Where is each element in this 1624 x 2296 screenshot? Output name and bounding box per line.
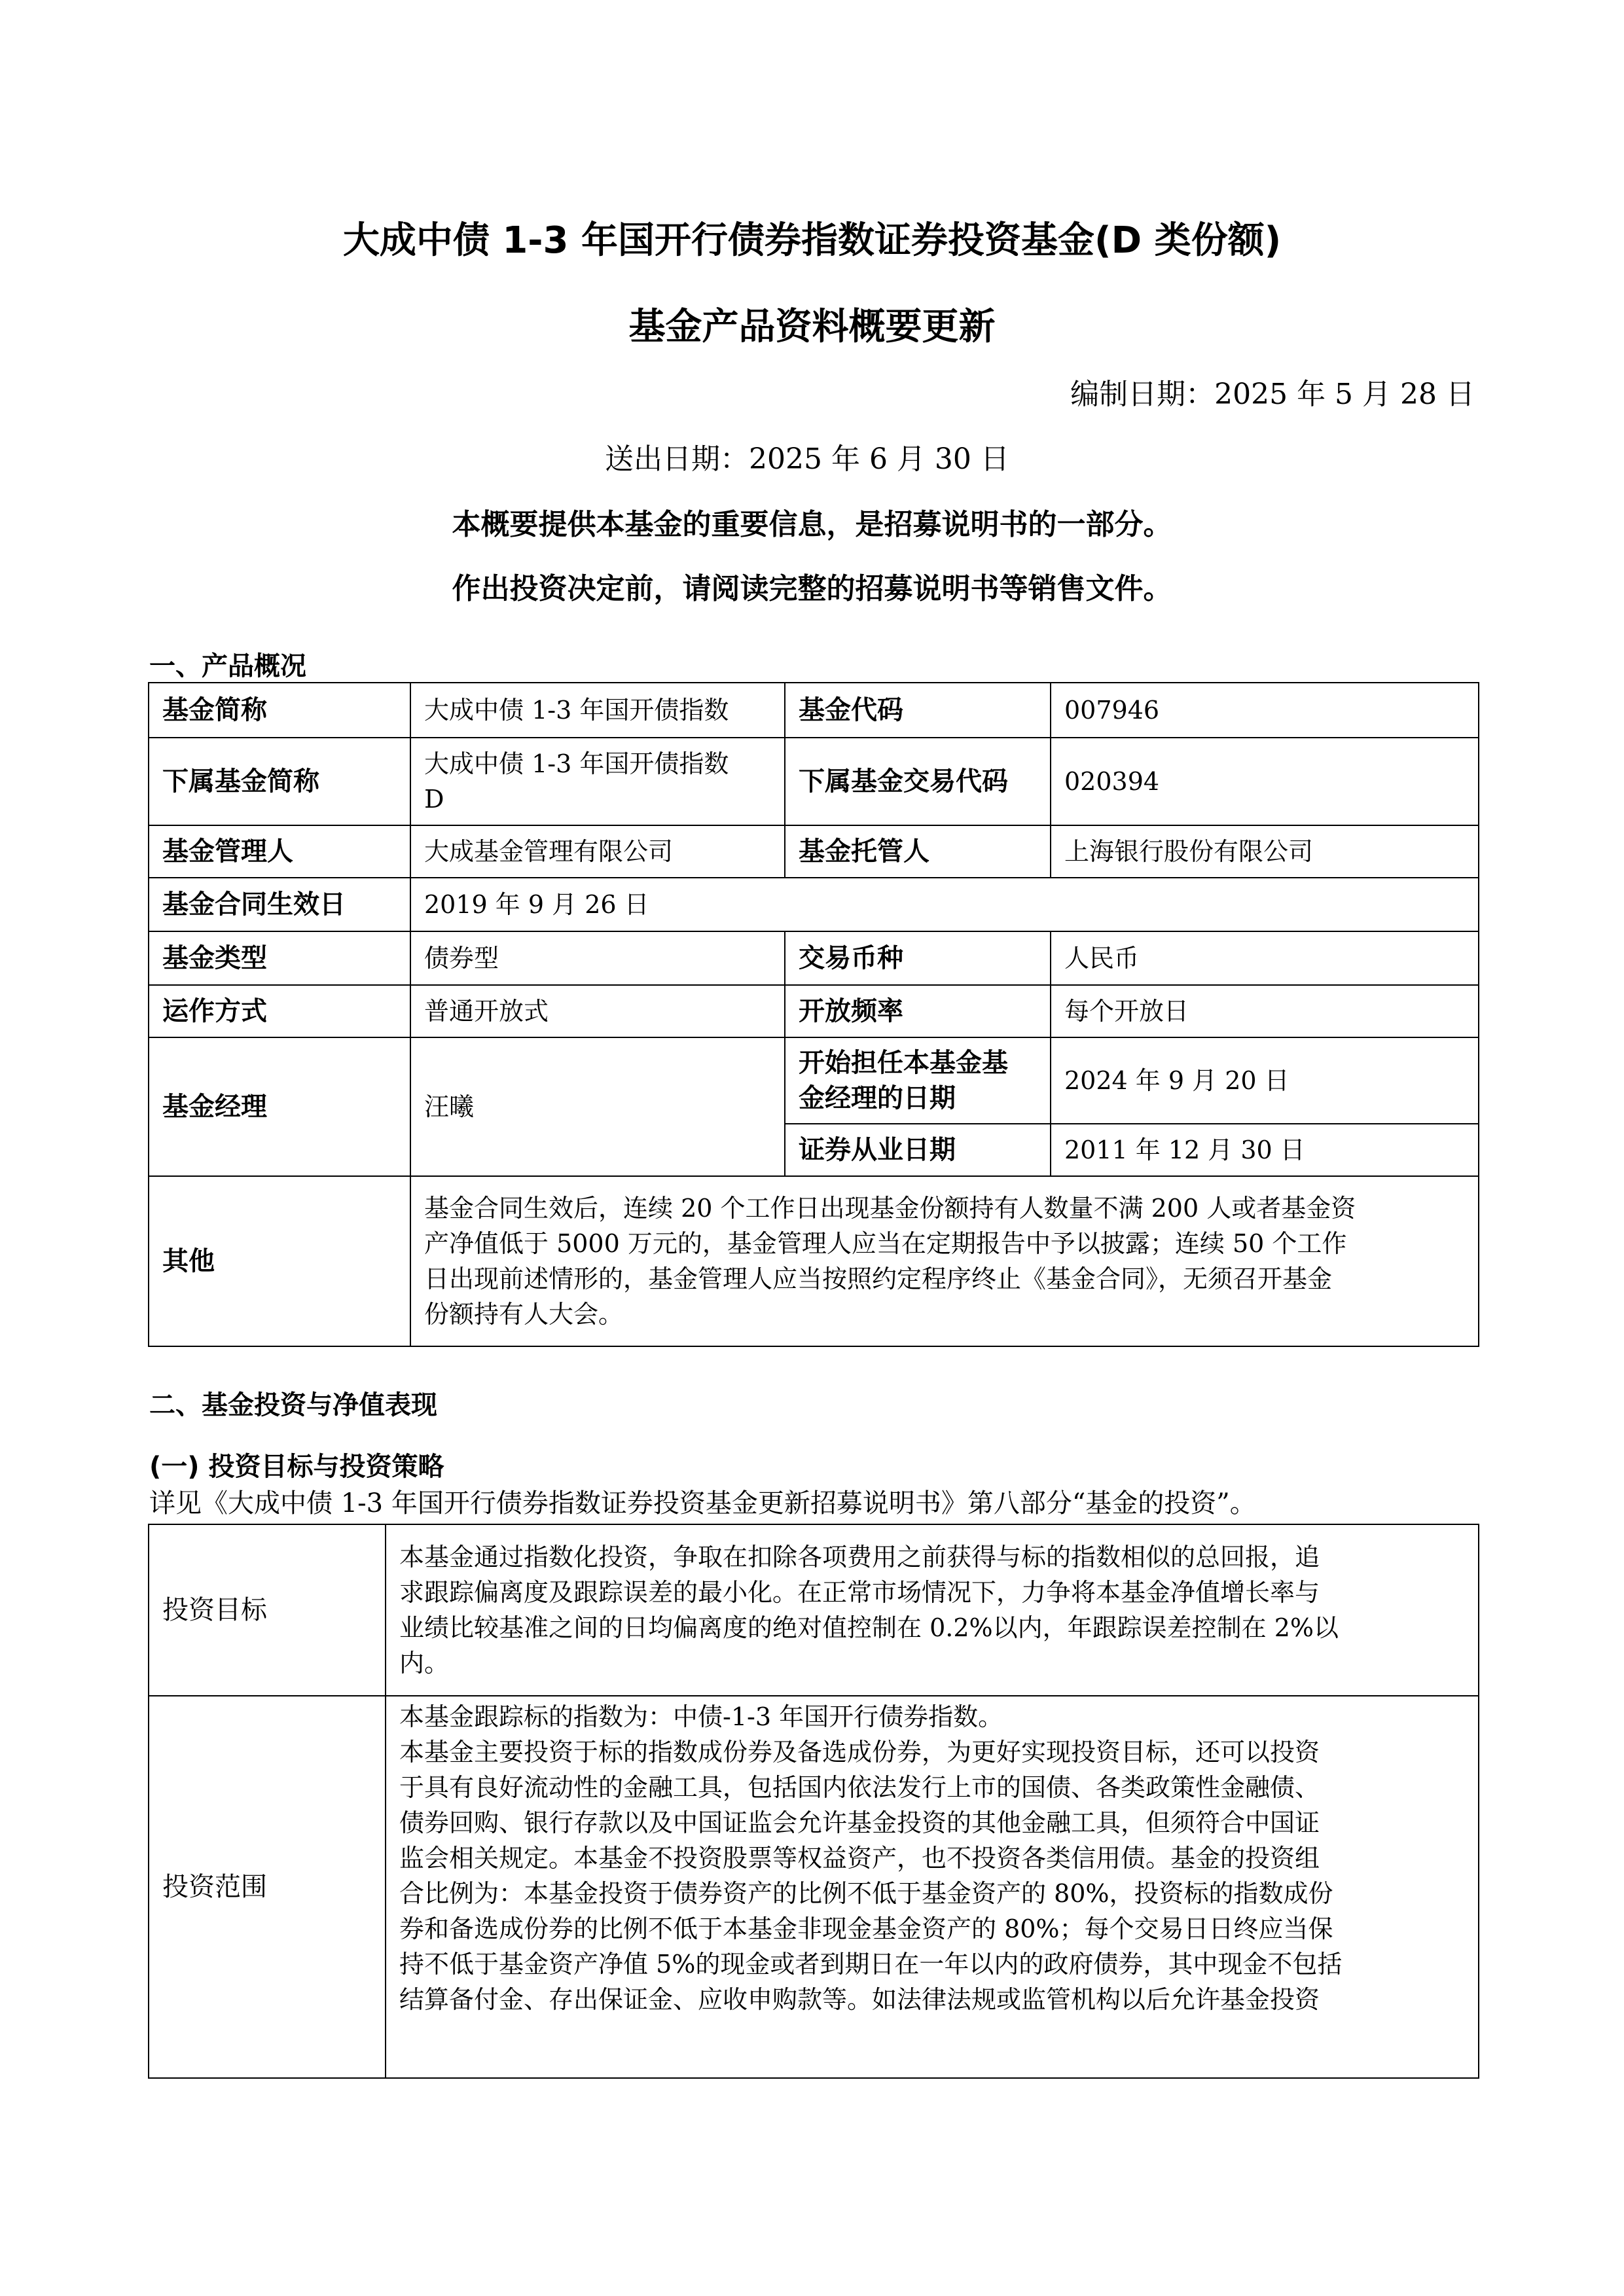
objective-line-2: 求跟踪偏离度及跟踪误差的最小化。在正常市场情况下，力争将本基金净值增长率与 — [399, 1578, 1320, 1607]
fund-short-name-value: 大成中债 1-3 年国开债指数 — [410, 683, 785, 738]
other-line-2: 产净值低于 5000 万元的，基金管理人应当在定期报告中予以披露；连续 50 个工作 — [424, 1229, 1347, 1258]
scope-line-8: 持不低于基金资产净值 5%的现金或者到期日在一年以内的政府债券，其中现金不包括 — [399, 1950, 1343, 1979]
start-date-value: 2024 年 9 月 20 日 — [1051, 1037, 1479, 1124]
send-date: 送出日期：2025 年 6 月 30 日 — [605, 442, 1009, 476]
other-line-3: 日出现前述情形的，基金管理人应当按照约定程序终止《基金合同》，无须召开基金 — [424, 1265, 1333, 1293]
fund-short-name-label: 基金简称 — [149, 683, 410, 738]
table-row — [149, 1037, 1479, 1124]
table-row — [149, 985, 1479, 1037]
open-frequency-label: 开放频率 — [785, 985, 1051, 1037]
fund-type-value: 债券型 — [410, 931, 785, 985]
manager-value: 大成基金管理有限公司 — [410, 825, 785, 878]
custodian-label: 基金托管人 — [785, 825, 1051, 878]
fund-code-value: 007946 — [1051, 683, 1479, 738]
fund-manager-label: 基金经理 — [149, 1037, 410, 1176]
manager-label: 基金管理人 — [149, 825, 410, 878]
currency-label: 交易币种 — [785, 931, 1051, 985]
other-line-4: 份额持有人大会。 — [424, 1300, 624, 1329]
product-overview-table — [148, 682, 1479, 1347]
objective-line-4: 内。 — [399, 1649, 450, 1677]
sub-fund-name-line-1: 大成中债 1-3 年国开债指数 — [424, 749, 729, 778]
table-row — [149, 878, 1479, 931]
custodian-value: 上海银行股份有限公司 — [1051, 825, 1479, 878]
sub-fund-name-label: 下属基金简称 — [149, 738, 410, 825]
notice-line-2: 作出投资决定前，请阅读完整的招募说明书等销售文件。 — [452, 572, 1172, 605]
sub-fund-code-label: 下属基金交易代码 — [785, 738, 1051, 825]
table-row — [149, 825, 1479, 878]
other-label: 其他 — [149, 1176, 410, 1346]
table-row — [149, 1176, 1479, 1346]
section-2-intro: 详见《大成中债 1-3 年国开行债券指数证券投资基金更新招募说明书》第八部分“基金的投资”。 — [149, 1488, 1256, 1518]
table-row — [149, 1524, 1479, 1696]
start-date-label — [785, 1037, 1051, 1124]
start-date-label-line-2: 金经理的日期 — [799, 1083, 956, 1113]
career-date-value: 2011 年 12 月 30 日 — [1051, 1124, 1479, 1176]
scope-line-2: 本基金主要投资于标的指数成份券及备选成份券，为更好实现投资目标，还可以投资 — [399, 1738, 1320, 1767]
scope-value — [386, 1696, 1479, 2078]
fund-code-label: 基金代码 — [785, 683, 1051, 738]
scope-line-3: 于具有良好流动性的金融工具，包括国内依法发行上市的国债、各类政策性金融债、 — [399, 1773, 1320, 1802]
open-frequency-value: 每个开放日 — [1051, 985, 1479, 1037]
scope-line-9: 结算备付金、存出保证金、应收申购款等。如法律法规或监管机构以后允许基金投资 — [399, 1985, 1320, 2014]
scope-label: 投资范围 — [149, 1696, 386, 2078]
objective-value — [386, 1524, 1479, 1696]
start-date-label-line-1: 开始担任本基金基 — [799, 1048, 1008, 1078]
sub-fund-code-value: 020394 — [1051, 738, 1479, 825]
other-line-1: 基金合同生效后，连续 20 个工作日出现基金份额持有人数量不满 200 人或者基金资 — [424, 1194, 1356, 1223]
effective-date-label: 基金合同生效日 — [149, 878, 410, 931]
scope-line-7: 券和备选成份券的比例不低于本基金非现金基金资产的 80%；每个交易日日终应当保 — [399, 1914, 1333, 1943]
currency-value: 人民币 — [1051, 931, 1479, 985]
fund-type-label: 基金类型 — [149, 931, 410, 985]
scope-line-6: 合比例为：本基金投资于债券资产的比例不低于基金资产的 80%，投资标的指数成份 — [399, 1879, 1333, 1908]
table-row — [149, 683, 1479, 738]
section-2-1-heading: (一) 投资目标与投资策略 — [149, 1452, 444, 1482]
objective-line-1: 本基金通过指数化投资，争取在扣除各项费用之前获得与标的指数相似的总回报，追 — [399, 1543, 1320, 1571]
sub-fund-name-value — [410, 738, 785, 825]
document-subtitle: 基金产品资料概要更新 — [628, 306, 996, 348]
career-date-label: 证券从业日期 — [785, 1124, 1051, 1176]
objective-label: 投资目标 — [149, 1524, 386, 1696]
document-title: 大成中债 1-3 年国开行债券指数证券投资基金(D 类份额) — [342, 219, 1282, 262]
scope-line-5: 监会相关规定。本基金不投资股票等权益资产，也不投资各类信用债。基金的投资组 — [399, 1844, 1320, 1873]
compile-date: 编制日期：2025 年 5 月 28 日 — [1070, 378, 1475, 411]
scope-line-1: 本基金跟踪标的指数为：中债-1-3 年国开行债券指数。 — [399, 1702, 1003, 1731]
table-row — [149, 738, 1479, 825]
other-value — [410, 1176, 1479, 1346]
table-row — [149, 1696, 1479, 2078]
objective-line-3: 业绩比较基准之间的日均偏离度的绝对值控制在 0.2%以内，年跟踪误差控制在 2%以 — [399, 1613, 1339, 1642]
operation-value: 普通开放式 — [410, 985, 785, 1037]
table-row — [149, 931, 1479, 985]
notice-line-1: 本概要提供本基金的重要信息，是招募说明书的一部分。 — [452, 508, 1172, 541]
operation-label: 运作方式 — [149, 985, 410, 1037]
investment-table — [148, 1524, 1479, 2079]
section-2-heading: 二、基金投资与净值表现 — [149, 1390, 437, 1420]
effective-date-value: 2019 年 9 月 26 日 — [410, 878, 1479, 931]
fund-manager-value: 汪曦 — [410, 1037, 785, 1176]
section-1-heading: 一、产品概况 — [149, 651, 306, 681]
scope-line-4: 债券回购、银行存款以及中国证监会允许基金投资的其他金融工具，但须符合中国证 — [399, 1808, 1320, 1837]
sub-fund-name-line-2: D — [424, 785, 444, 814]
